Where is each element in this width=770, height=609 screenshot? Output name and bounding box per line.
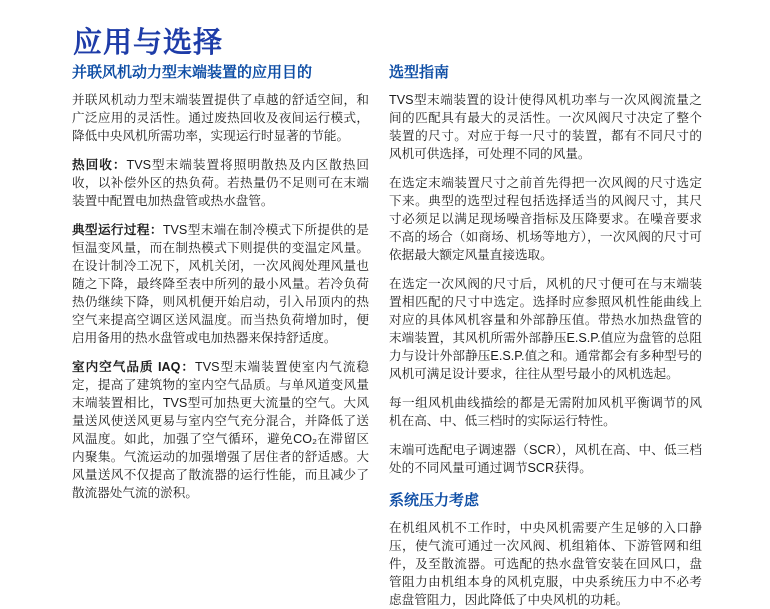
paragraph-lead: 热回收： — [72, 158, 127, 172]
paragraph-selection-2: 在选定末端装置尺寸之前首先得把一次风阀的尺寸选定下来。典型的选型过程包括选择适当的风阀尺寸，其尺寸必须足以满足现场噪音指标及压降要求。在噪音要求不高的场合（如商场、机场等地方），一次风阀的尺寸可依据最大额定风量直接选取。 — [389, 176, 702, 262]
paragraph-system-pressure: 在机组风机不工作时，中央风机需要产生足够的入口静压，使气流可通过一次风阀、机组箱体、下游管网和组件，及至散流器。可选配的热水盘管安装在回风口，盘管阻力由机组本身的风机克服，中央系统压力中不必考虑盘管阻力，因此降低了中央风机的功耗。 — [389, 521, 702, 607]
section-heading-system-pressure: 系统压力考虑 — [389, 492, 480, 509]
paragraph-text: TVS型末端装置使室内气流稳定，提高了建筑物的室内空气品质。与单风道变风量末端装置相比，TVS型可加热更大流量的空气。大风量送风使送风更易与室内空气充分混合，并降低了送风温度。如此，加强了空气循环，避免CO₂在滞留区内聚集。气流运动的加强增强了居住者的舒适感。大风量送风不仅提高了散流器的运行性能，而且减少了散流器处气流的淤积。 — [72, 360, 369, 500]
paragraph-iaq — [72, 358, 369, 502]
paragraph-heat-recovery — [72, 156, 369, 210]
paragraph-typical-operation — [72, 221, 369, 347]
paragraph-selection-1: TVS型末端装置的设计使得风机功率与一次风阀流量之间的匹配具有最大的灵活性。一次风阀尺寸决定了整个装置的尺寸。对应于每一尺寸的装置，都有不同尺寸的风机可供选择，可处理不同的风量。 — [389, 93, 702, 161]
page-title: 应用与选择 — [73, 27, 224, 60]
right-column — [389, 63, 702, 609]
paragraph-selection-3: 在选定一次风阀的尺寸后，风机的尺寸便可在与末端装置相匹配的尺寸中选定。选择时应参照风机性能曲线上对应的具体风机容量和外部静压值。带热水加热盘管的末端装置，其风机所需外部静压E.S.P.值应为盘管的总阻力与设计外部静压E.S.P.值之和。通常都会有多种型号的风机可满足设计要求，往往从型号最小的风机选起。 — [389, 277, 702, 381]
paragraph-text: 并联风机动力型末端装置提供了卓越的舒适空间，和广泛应用的灵活性。通过废热回收及夜间运行模式，降低中央风机所需功率，实现运行时显著的节能。 — [72, 93, 369, 143]
paragraph-text: TVS型末端在制冷模式下所提供的是恒温变风量，而在制热模式下则提供的变温定风量。在设计制冷工况下，风机关闭，一次风阀处理风量也随之下降，最终降至表中所列的最小风量。若冷负荷热仍继续下降，则风机便开始启动，引入吊顶内的热空气来提高空调区送风温度。而当热负荷增加时，便启用备用的热水盘管或电加热器来保持舒适度。 — [72, 223, 370, 345]
paragraph-intro — [72, 91, 369, 145]
paragraph-text: TVS型末端装置将照明散热及内区散热回收，以补偿外区的热负荷。若热量仍不足则可在末端装置中配置电加热盘管或热水盘管。 — [72, 158, 369, 208]
paragraph-lead: 室内空气品质 IAQ： — [72, 360, 196, 374]
section-heading-application-purpose: 并联风机动力型末端装置的应用目的 — [72, 64, 313, 81]
paragraph-scr-note: 末端可选配电子调速器（SCR），风机在高、中、低三档处的不同风量可通过调节SCR获得。 — [389, 443, 702, 475]
paragraph-lead: 典型运行过程： — [72, 223, 163, 237]
left-column — [72, 63, 369, 609]
section-heading-selection-guide: 选型指南 — [389, 64, 450, 81]
content-columns — [72, 63, 702, 609]
paragraph-selection-4: 每一组风机曲线描绘的都是无需附加风机平衡调节的风机在高、中、低三档时的实际运行特性。 — [389, 396, 702, 428]
